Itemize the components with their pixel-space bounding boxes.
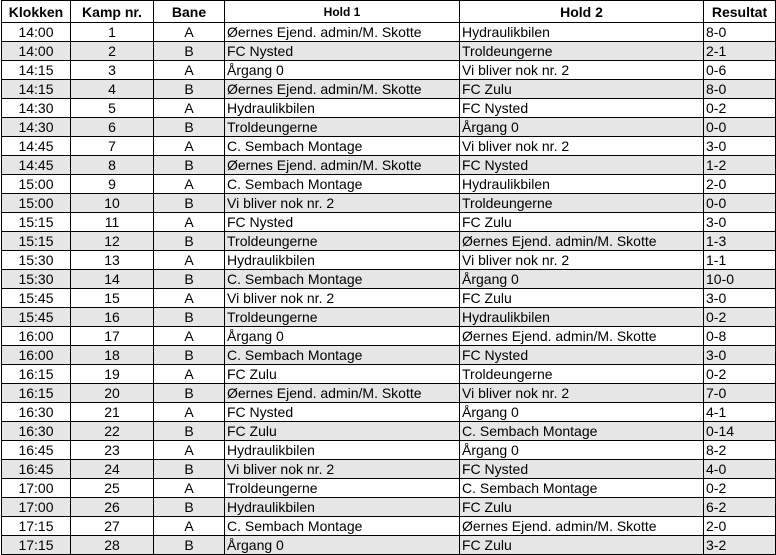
table-row bbox=[2, 80, 776, 99]
cell-result: 3-0 bbox=[704, 346, 776, 365]
header-time: Klokken bbox=[2, 1, 71, 23]
cell-team-2: C. Sembach Montage bbox=[460, 479, 704, 498]
cell-result: 0-6 bbox=[704, 61, 776, 80]
cell-match-number: 20 bbox=[71, 384, 154, 403]
cell-result: 4-0 bbox=[704, 460, 776, 479]
cell-team-2: Vi bliver nok nr. 2 bbox=[460, 251, 704, 270]
cell-match-number: 22 bbox=[71, 422, 154, 441]
cell-result: 7-0 bbox=[704, 384, 776, 403]
cell-court: A bbox=[154, 251, 225, 270]
table-row bbox=[2, 308, 776, 327]
cell-time: 16:30 bbox=[2, 422, 71, 441]
cell-match-number: 8 bbox=[71, 156, 154, 175]
cell-result: 0-2 bbox=[704, 308, 776, 327]
table-row bbox=[2, 536, 776, 555]
cell-court: A bbox=[154, 61, 225, 80]
header-row bbox=[2, 1, 776, 23]
cell-team-1: Hydraulikbilen bbox=[225, 441, 460, 460]
cell-team-2: Troldeungerne bbox=[460, 365, 704, 384]
cell-result: 4-1 bbox=[704, 403, 776, 422]
cell-team-1: Vi bliver nok nr. 2 bbox=[225, 289, 460, 308]
cell-match-number: 9 bbox=[71, 175, 154, 194]
cell-time: 14:00 bbox=[2, 23, 71, 42]
cell-match-number: 16 bbox=[71, 308, 154, 327]
header-result: Resultat bbox=[704, 1, 776, 23]
cell-team-1: Øernes Ejend. admin/M. Skotte bbox=[225, 23, 460, 42]
cell-court: B bbox=[154, 194, 225, 213]
cell-court: B bbox=[154, 80, 225, 99]
cell-team-2: FC Nysted bbox=[460, 460, 704, 479]
cell-match-number: 14 bbox=[71, 270, 154, 289]
table-row bbox=[2, 61, 776, 80]
cell-time: 16:00 bbox=[2, 346, 71, 365]
cell-court: A bbox=[154, 327, 225, 346]
cell-match-number: 26 bbox=[71, 498, 154, 517]
table-header bbox=[2, 1, 776, 23]
cell-time: 16:15 bbox=[2, 384, 71, 403]
cell-team-1: Øernes Ejend. admin/M. Skotte bbox=[225, 384, 460, 403]
cell-time: 15:00 bbox=[2, 194, 71, 213]
cell-team-2: FC Nysted bbox=[460, 156, 704, 175]
cell-match-number: 3 bbox=[71, 61, 154, 80]
cell-court: B bbox=[154, 308, 225, 327]
cell-result: 0-2 bbox=[704, 365, 776, 384]
cell-team-1: Årgang 0 bbox=[225, 327, 460, 346]
cell-match-number: 23 bbox=[71, 441, 154, 460]
cell-team-2: Troldeungerne bbox=[460, 194, 704, 213]
table-row bbox=[2, 365, 776, 384]
cell-court: B bbox=[154, 346, 225, 365]
cell-court: A bbox=[154, 365, 225, 384]
cell-result: 3-0 bbox=[704, 289, 776, 308]
cell-match-number: 24 bbox=[71, 460, 154, 479]
table-row bbox=[2, 498, 776, 517]
cell-team-1: Øernes Ejend. admin/M. Skotte bbox=[225, 80, 460, 99]
table-row bbox=[2, 194, 776, 213]
cell-match-number: 17 bbox=[71, 327, 154, 346]
cell-result: 3-0 bbox=[704, 213, 776, 232]
cell-result: 1-2 bbox=[704, 156, 776, 175]
cell-match-number: 11 bbox=[71, 213, 154, 232]
cell-team-2: FC Nysted bbox=[460, 346, 704, 365]
cell-team-2: Hydraulikbilen bbox=[460, 308, 704, 327]
cell-time: 14:30 bbox=[2, 118, 71, 137]
table-row bbox=[2, 517, 776, 536]
cell-result: 0-2 bbox=[704, 479, 776, 498]
cell-team-1: C. Sembach Montage bbox=[225, 137, 460, 156]
cell-time: 15:30 bbox=[2, 270, 71, 289]
cell-team-2: FC Zulu bbox=[460, 80, 704, 99]
cell-team-1: C. Sembach Montage bbox=[225, 175, 460, 194]
cell-match-number: 19 bbox=[71, 365, 154, 384]
cell-time: 15:15 bbox=[2, 232, 71, 251]
cell-team-2: Hydraulikbilen bbox=[460, 175, 704, 194]
cell-match-number: 5 bbox=[71, 99, 154, 118]
table-row bbox=[2, 403, 776, 422]
table-row bbox=[2, 346, 776, 365]
cell-court: A bbox=[154, 99, 225, 118]
table-row bbox=[2, 289, 776, 308]
cell-team-1: C. Sembach Montage bbox=[225, 346, 460, 365]
cell-time: 16:30 bbox=[2, 403, 71, 422]
cell-time: 16:45 bbox=[2, 441, 71, 460]
cell-match-number: 1 bbox=[71, 23, 154, 42]
cell-court: A bbox=[154, 213, 225, 232]
cell-court: A bbox=[154, 517, 225, 536]
cell-time: 14:45 bbox=[2, 156, 71, 175]
table-row bbox=[2, 213, 776, 232]
cell-court: B bbox=[154, 384, 225, 403]
header-court: Bane bbox=[154, 1, 225, 23]
cell-team-1: Øernes Ejend. admin/M. Skotte bbox=[225, 156, 460, 175]
cell-court: A bbox=[154, 23, 225, 42]
cell-result: 0-0 bbox=[704, 194, 776, 213]
match-schedule-table bbox=[1, 0, 776, 555]
header-team-2: Hold 2 bbox=[460, 1, 704, 23]
cell-team-2: Øernes Ejend. admin/M. Skotte bbox=[460, 517, 704, 536]
header-match-number: Kamp nr. bbox=[71, 1, 154, 23]
table-row bbox=[2, 251, 776, 270]
cell-team-2: Troldeungerne bbox=[460, 42, 704, 61]
cell-result: 2-1 bbox=[704, 42, 776, 61]
cell-result: 1-3 bbox=[704, 232, 776, 251]
cell-time: 15:00 bbox=[2, 175, 71, 194]
cell-match-number: 13 bbox=[71, 251, 154, 270]
cell-time: 14:15 bbox=[2, 61, 71, 80]
cell-result: 3-2 bbox=[704, 536, 776, 555]
cell-team-1: Troldeungerne bbox=[225, 479, 460, 498]
cell-match-number: 18 bbox=[71, 346, 154, 365]
cell-match-number: 25 bbox=[71, 479, 154, 498]
cell-team-1: FC Zulu bbox=[225, 365, 460, 384]
header-team-1: Hold 1 bbox=[225, 1, 460, 23]
cell-team-1: FC Nysted bbox=[225, 403, 460, 422]
cell-team-1: Vi bliver nok nr. 2 bbox=[225, 194, 460, 213]
cell-court: A bbox=[154, 403, 225, 422]
cell-result: 8-0 bbox=[704, 23, 776, 42]
cell-court: B bbox=[154, 232, 225, 251]
cell-time: 14:15 bbox=[2, 80, 71, 99]
cell-team-2: Øernes Ejend. admin/M. Skotte bbox=[460, 232, 704, 251]
cell-court: B bbox=[154, 536, 225, 555]
cell-result: 1-1 bbox=[704, 251, 776, 270]
cell-team-2: C. Sembach Montage bbox=[460, 422, 704, 441]
cell-match-number: 15 bbox=[71, 289, 154, 308]
table-row bbox=[2, 422, 776, 441]
cell-match-number: 2 bbox=[71, 42, 154, 61]
cell-court: A bbox=[154, 175, 225, 194]
cell-result: 0-8 bbox=[704, 327, 776, 346]
cell-result: 0-0 bbox=[704, 118, 776, 137]
cell-court: B bbox=[154, 422, 225, 441]
cell-time: 16:45 bbox=[2, 460, 71, 479]
cell-team-1: FC Zulu bbox=[225, 422, 460, 441]
cell-match-number: 6 bbox=[71, 118, 154, 137]
cell-team-1: Hydraulikbilen bbox=[225, 498, 460, 517]
table-row bbox=[2, 270, 776, 289]
table-row bbox=[2, 232, 776, 251]
cell-team-1: Årgang 0 bbox=[225, 536, 460, 555]
cell-court: A bbox=[154, 289, 225, 308]
cell-team-2: Årgang 0 bbox=[460, 270, 704, 289]
cell-time: 15:30 bbox=[2, 251, 71, 270]
cell-match-number: 12 bbox=[71, 232, 154, 251]
table-row bbox=[2, 23, 776, 42]
cell-match-number: 4 bbox=[71, 80, 154, 99]
cell-time: 17:00 bbox=[2, 498, 71, 517]
cell-time: 17:15 bbox=[2, 517, 71, 536]
cell-team-1: Hydraulikbilen bbox=[225, 99, 460, 118]
cell-result: 8-0 bbox=[704, 80, 776, 99]
cell-team-1: Troldeungerne bbox=[225, 118, 460, 137]
cell-court: B bbox=[154, 42, 225, 61]
cell-team-1: Troldeungerne bbox=[225, 308, 460, 327]
cell-team-1: Vi bliver nok nr. 2 bbox=[225, 460, 460, 479]
cell-team-2: FC Nysted bbox=[460, 99, 704, 118]
cell-team-2: FC Zulu bbox=[460, 289, 704, 308]
table-row bbox=[2, 99, 776, 118]
table-row bbox=[2, 42, 776, 61]
cell-result: 0-2 bbox=[704, 99, 776, 118]
cell-time: 14:30 bbox=[2, 99, 71, 118]
cell-team-2: Vi bliver nok nr. 2 bbox=[460, 61, 704, 80]
cell-team-2: Årgang 0 bbox=[460, 441, 704, 460]
cell-result: 3-0 bbox=[704, 137, 776, 156]
cell-result: 6-2 bbox=[704, 498, 776, 517]
cell-court: B bbox=[154, 270, 225, 289]
cell-match-number: 27 bbox=[71, 517, 154, 536]
cell-team-2: FC Zulu bbox=[460, 498, 704, 517]
cell-match-number: 10 bbox=[71, 194, 154, 213]
cell-time: 17:15 bbox=[2, 536, 71, 555]
cell-team-2: Vi bliver nok nr. 2 bbox=[460, 137, 704, 156]
cell-result: 2-0 bbox=[704, 517, 776, 536]
cell-team-1: Årgang 0 bbox=[225, 61, 460, 80]
table-row bbox=[2, 156, 776, 175]
cell-court: B bbox=[154, 156, 225, 175]
table-row bbox=[2, 460, 776, 479]
cell-match-number: 7 bbox=[71, 137, 154, 156]
cell-time: 14:45 bbox=[2, 137, 71, 156]
cell-time: 16:15 bbox=[2, 365, 71, 384]
cell-team-2: Årgang 0 bbox=[460, 403, 704, 422]
cell-court: A bbox=[154, 137, 225, 156]
table-row bbox=[2, 441, 776, 460]
cell-result: 10-0 bbox=[704, 270, 776, 289]
cell-team-1: FC Nysted bbox=[225, 213, 460, 232]
cell-team-2: Årgang 0 bbox=[460, 118, 704, 137]
cell-court: B bbox=[154, 498, 225, 517]
cell-time: 16:00 bbox=[2, 327, 71, 346]
table-row bbox=[2, 118, 776, 137]
table-row bbox=[2, 479, 776, 498]
cell-team-1: C. Sembach Montage bbox=[225, 270, 460, 289]
table-row bbox=[2, 175, 776, 194]
cell-team-1: FC Nysted bbox=[225, 42, 460, 61]
cell-team-2: Hydraulikbilen bbox=[460, 23, 704, 42]
cell-team-2: FC Zulu bbox=[460, 213, 704, 232]
cell-court: B bbox=[154, 460, 225, 479]
cell-time: 17:00 bbox=[2, 479, 71, 498]
cell-court: A bbox=[154, 441, 225, 460]
cell-time: 15:45 bbox=[2, 308, 71, 327]
cell-court: B bbox=[154, 118, 225, 137]
table-row bbox=[2, 384, 776, 403]
cell-team-2: Vi bliver nok nr. 2 bbox=[460, 384, 704, 403]
cell-team-2: FC Zulu bbox=[460, 536, 704, 555]
cell-result: 2-0 bbox=[704, 175, 776, 194]
table-row bbox=[2, 137, 776, 156]
table-body bbox=[2, 23, 776, 555]
cell-time: 15:15 bbox=[2, 213, 71, 232]
cell-result: 0-14 bbox=[704, 422, 776, 441]
cell-team-1: Troldeungerne bbox=[225, 232, 460, 251]
cell-result: 8-2 bbox=[704, 441, 776, 460]
cell-team-1: Hydraulikbilen bbox=[225, 251, 460, 270]
cell-match-number: 28 bbox=[71, 536, 154, 555]
cell-time: 14:00 bbox=[2, 42, 71, 61]
cell-team-1: C. Sembach Montage bbox=[225, 517, 460, 536]
table-row bbox=[2, 327, 776, 346]
cell-court: A bbox=[154, 479, 225, 498]
cell-match-number: 21 bbox=[71, 403, 154, 422]
cell-team-2: Øernes Ejend. admin/M. Skotte bbox=[460, 327, 704, 346]
cell-time: 15:45 bbox=[2, 289, 71, 308]
